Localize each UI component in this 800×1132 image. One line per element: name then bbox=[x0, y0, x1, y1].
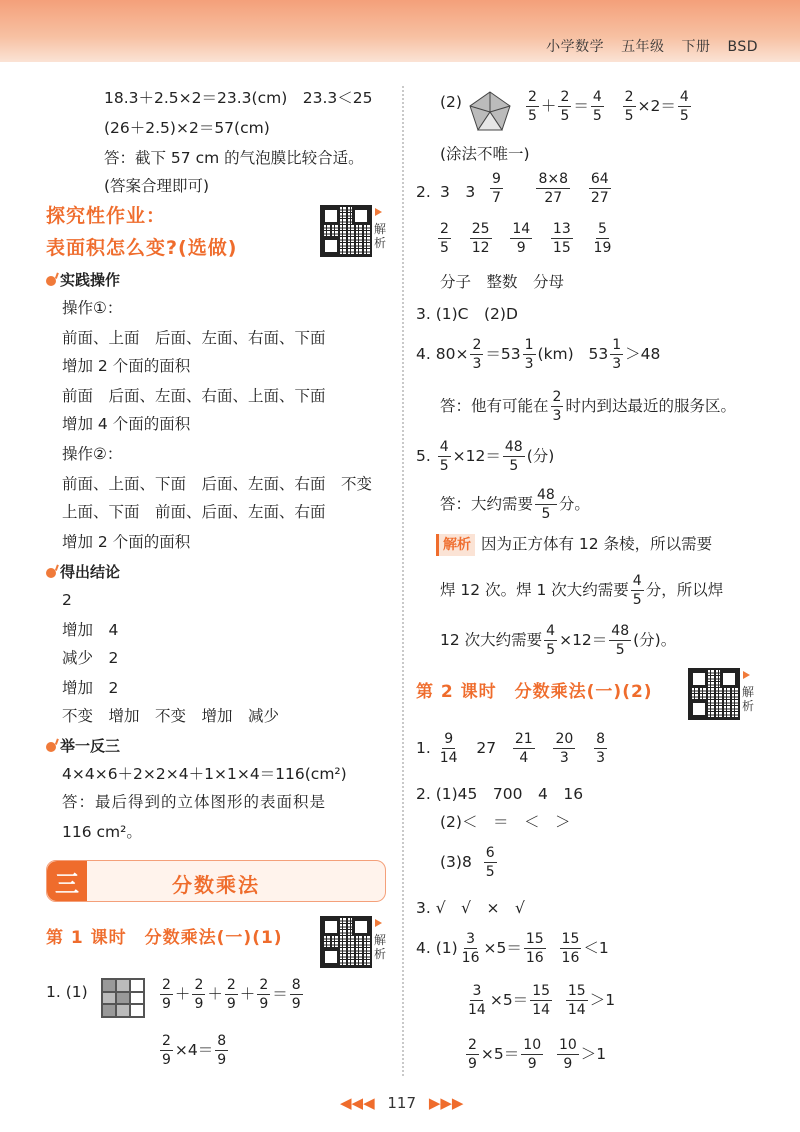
bullet-icon bbox=[46, 276, 56, 286]
header-edition: BSD bbox=[727, 39, 758, 55]
conclusion-heading: 得出结论 bbox=[46, 562, 120, 582]
q3-line: 3. (1)C (2)D bbox=[416, 305, 518, 323]
q1-sum-eq: $\frac{2}{9}$ ＋ $\frac{2}{9}$ ＋ $\frac{2}{9}$ ＋ $\frac{2}{9}$ ＝ $\frac{8}{9}$ bbox=[162, 977, 301, 1012]
parse-line-3: 12 次大约需要 $\frac{4}{5}$ ×12＝ $\frac{48}{5}$ (分)。 bbox=[440, 623, 677, 658]
q2-fracs-2: $\frac{2}{5}$ $\frac{25}{12}$ $\frac{14}{9}$ $\frac{13}{15}$ $\frac{5}{19}$ bbox=[440, 221, 612, 256]
p4-eq-3: $\frac{2}{9}$ ×5＝ $\frac{10}{9}$ $\frac{10}{9}$ ＞1 bbox=[468, 1037, 607, 1072]
op2-line-a: 前面、上面、下面 后面、左面、右面 不变 bbox=[62, 475, 373, 493]
header-info bbox=[534, 36, 758, 56]
parse-line-2: 焊 12 次。焊 1 次大约需要 $\frac{4}{5}$ 分，所以焊 bbox=[440, 573, 724, 608]
r-note: (涂法不唯一) bbox=[440, 145, 530, 163]
qr-label: 解析 bbox=[742, 685, 755, 713]
q1-product-eq: $\frac{2}{9}$ ×4＝ $\frac{8}{9}$ bbox=[162, 1033, 227, 1068]
conclusion-3: 减少 2 bbox=[62, 649, 119, 667]
grid-figure bbox=[101, 978, 145, 1018]
practice-heading: 实践操作 bbox=[46, 270, 120, 290]
parse-line-1: 解析 因为正方体有 12 条棱，所以需要 bbox=[436, 534, 712, 556]
conclusion-4: 增加 2 bbox=[62, 679, 119, 697]
op1-line-d: 增加 4 个面的面积 bbox=[62, 415, 191, 433]
calc-line-1: 18.3＋2.5×2＝23.3(cm) 23.3＜25 bbox=[104, 89, 373, 107]
p1-fracs: 1. $\frac{9}{14}$ 27 $\frac{21}{4}$ $\frac{20}{3}$ $\frac{8}{3}$ bbox=[416, 731, 605, 766]
q5-eq: 5. $\frac{4}{5}$ ×12＝ $\frac{48}{5}$ (分) bbox=[416, 439, 555, 474]
q2-fracs-1: $\frac{9}{7}$ $\frac{8\times 8}{27}$ $\frac{64}{27}$ bbox=[492, 171, 609, 206]
unit-number: 三 bbox=[47, 861, 87, 901]
p3-line: 3. √ √ × √ bbox=[416, 899, 525, 917]
p2-line-c: (3)8 $\frac{6}{5}$ bbox=[440, 845, 495, 880]
op1-line-c: 前面 后面、左面、右面、上面、下面 bbox=[62, 387, 326, 405]
op2-heading: 操作②： bbox=[62, 445, 123, 463]
lesson2-title: 第 2 课时 分数乘法(一)(2) bbox=[416, 682, 653, 702]
play-icon bbox=[743, 671, 750, 679]
qr-code-icon[interactable] bbox=[320, 916, 372, 968]
note-line: (答案合理即可) bbox=[104, 177, 210, 195]
qr-code-icon[interactable] bbox=[688, 668, 740, 720]
conclusion-2: 增加 4 bbox=[62, 621, 119, 639]
explore-title: 探究性作业： bbox=[46, 205, 167, 227]
bullet-icon bbox=[46, 568, 56, 578]
qr-label: 解析 bbox=[374, 222, 387, 250]
q5-answer: 答：大约需要 $\frac{48}{5}$ 分。 bbox=[440, 487, 590, 522]
page-navigation bbox=[340, 1094, 463, 1112]
op1-line-a: 前面、上面 后面、左面、右面、下面 bbox=[62, 329, 326, 347]
op2-line-b: 上面、下面 前面、后面、左面、右面 bbox=[62, 503, 326, 521]
answer-line: 答：截下 57 cm 的气泡膜比较合适。 bbox=[104, 149, 364, 167]
unit-banner bbox=[46, 860, 386, 902]
r-q2-eq: $\frac{2}{5}$ ＋ $\frac{2}{5}$ ＝ $\frac{4}{5}$ $\frac{2}{5}$ ×2＝ $\frac{4}{5}$ bbox=[528, 89, 689, 124]
r-q2-label: (2) bbox=[440, 93, 462, 111]
next-arrows-icon[interactable]: ▶▶▶ bbox=[428, 1094, 464, 1112]
p2-line-b: (2)＜ ＝ ＜ ＞ bbox=[440, 813, 571, 831]
header-grade: 五年级 bbox=[621, 39, 665, 55]
op1-line-b: 增加 2 个面的面积 bbox=[62, 357, 191, 375]
explore-subtitle: 表面积怎么变?(选做) bbox=[46, 237, 238, 259]
column-divider bbox=[402, 86, 404, 1076]
parse-tag: 解析 bbox=[436, 534, 475, 556]
conclusion-5: 不变 增加 不变 增加 减少 bbox=[62, 707, 280, 725]
conclusion-1: 2 bbox=[62, 591, 72, 609]
header-term: 下册 bbox=[681, 39, 711, 55]
q2-label: 2. bbox=[416, 183, 431, 201]
page-number: 117 bbox=[387, 1094, 417, 1112]
extend-answer: 答：最后得到的立体图形的表面积是 bbox=[62, 793, 327, 811]
q2-words: 分子 整数 分母 bbox=[440, 273, 565, 291]
bullet-icon bbox=[46, 742, 56, 752]
q1-label: 1. (1) bbox=[46, 983, 88, 1001]
lesson1-title: 第 1 课时 分数乘法(一)(1) bbox=[46, 928, 283, 948]
play-icon bbox=[375, 208, 382, 216]
op1-heading: 操作①： bbox=[62, 299, 123, 317]
extend-answer-2: 116 cm²。 bbox=[62, 823, 142, 841]
calc-line-2: (26＋2.5)×2＝57(cm) bbox=[104, 119, 270, 137]
prev-arrows-icon[interactable]: ◀◀◀ bbox=[340, 1094, 375, 1112]
q2-values-a: 3 3 bbox=[440, 183, 476, 201]
play-icon bbox=[375, 919, 382, 927]
q4-answer: 答：他有可能在 $\frac{2}{3}$ 时内到达最近的服务区。 bbox=[440, 389, 736, 424]
extend-calc: 4×4×6＋2×2×4＋1×1×4＝116(cm²) bbox=[62, 765, 347, 783]
op2-line-c: 增加 2 个面的面积 bbox=[62, 533, 191, 551]
pentagon-figure bbox=[468, 90, 512, 132]
extend-heading: 举一反三 bbox=[46, 736, 120, 756]
p4-eq-1: 4. (1) $\frac{3}{16}$ ×5＝ $\frac{15}{16}$ $\frac{15}{16}$ ＜1 bbox=[416, 931, 609, 966]
unit-title: 分数乘法 bbox=[172, 873, 260, 897]
qr-code-icon[interactable] bbox=[320, 205, 372, 257]
qr-label: 解析 bbox=[374, 933, 387, 961]
header-subject: 小学数学 bbox=[546, 39, 605, 55]
p2-line-a: 2. (1)45 700 4 16 bbox=[416, 785, 584, 803]
p4-eq-2: $\frac{3}{14}$ ×5＝ $\frac{15}{14}$ $\frac{15}{14}$ ＞1 bbox=[468, 983, 616, 1018]
q4-eq: 4. 80× $\frac{2}{3}$ ＝53 $\frac{1}{3}$ (km) 53 $\frac{1}{3}$ ＞48 bbox=[416, 337, 661, 372]
